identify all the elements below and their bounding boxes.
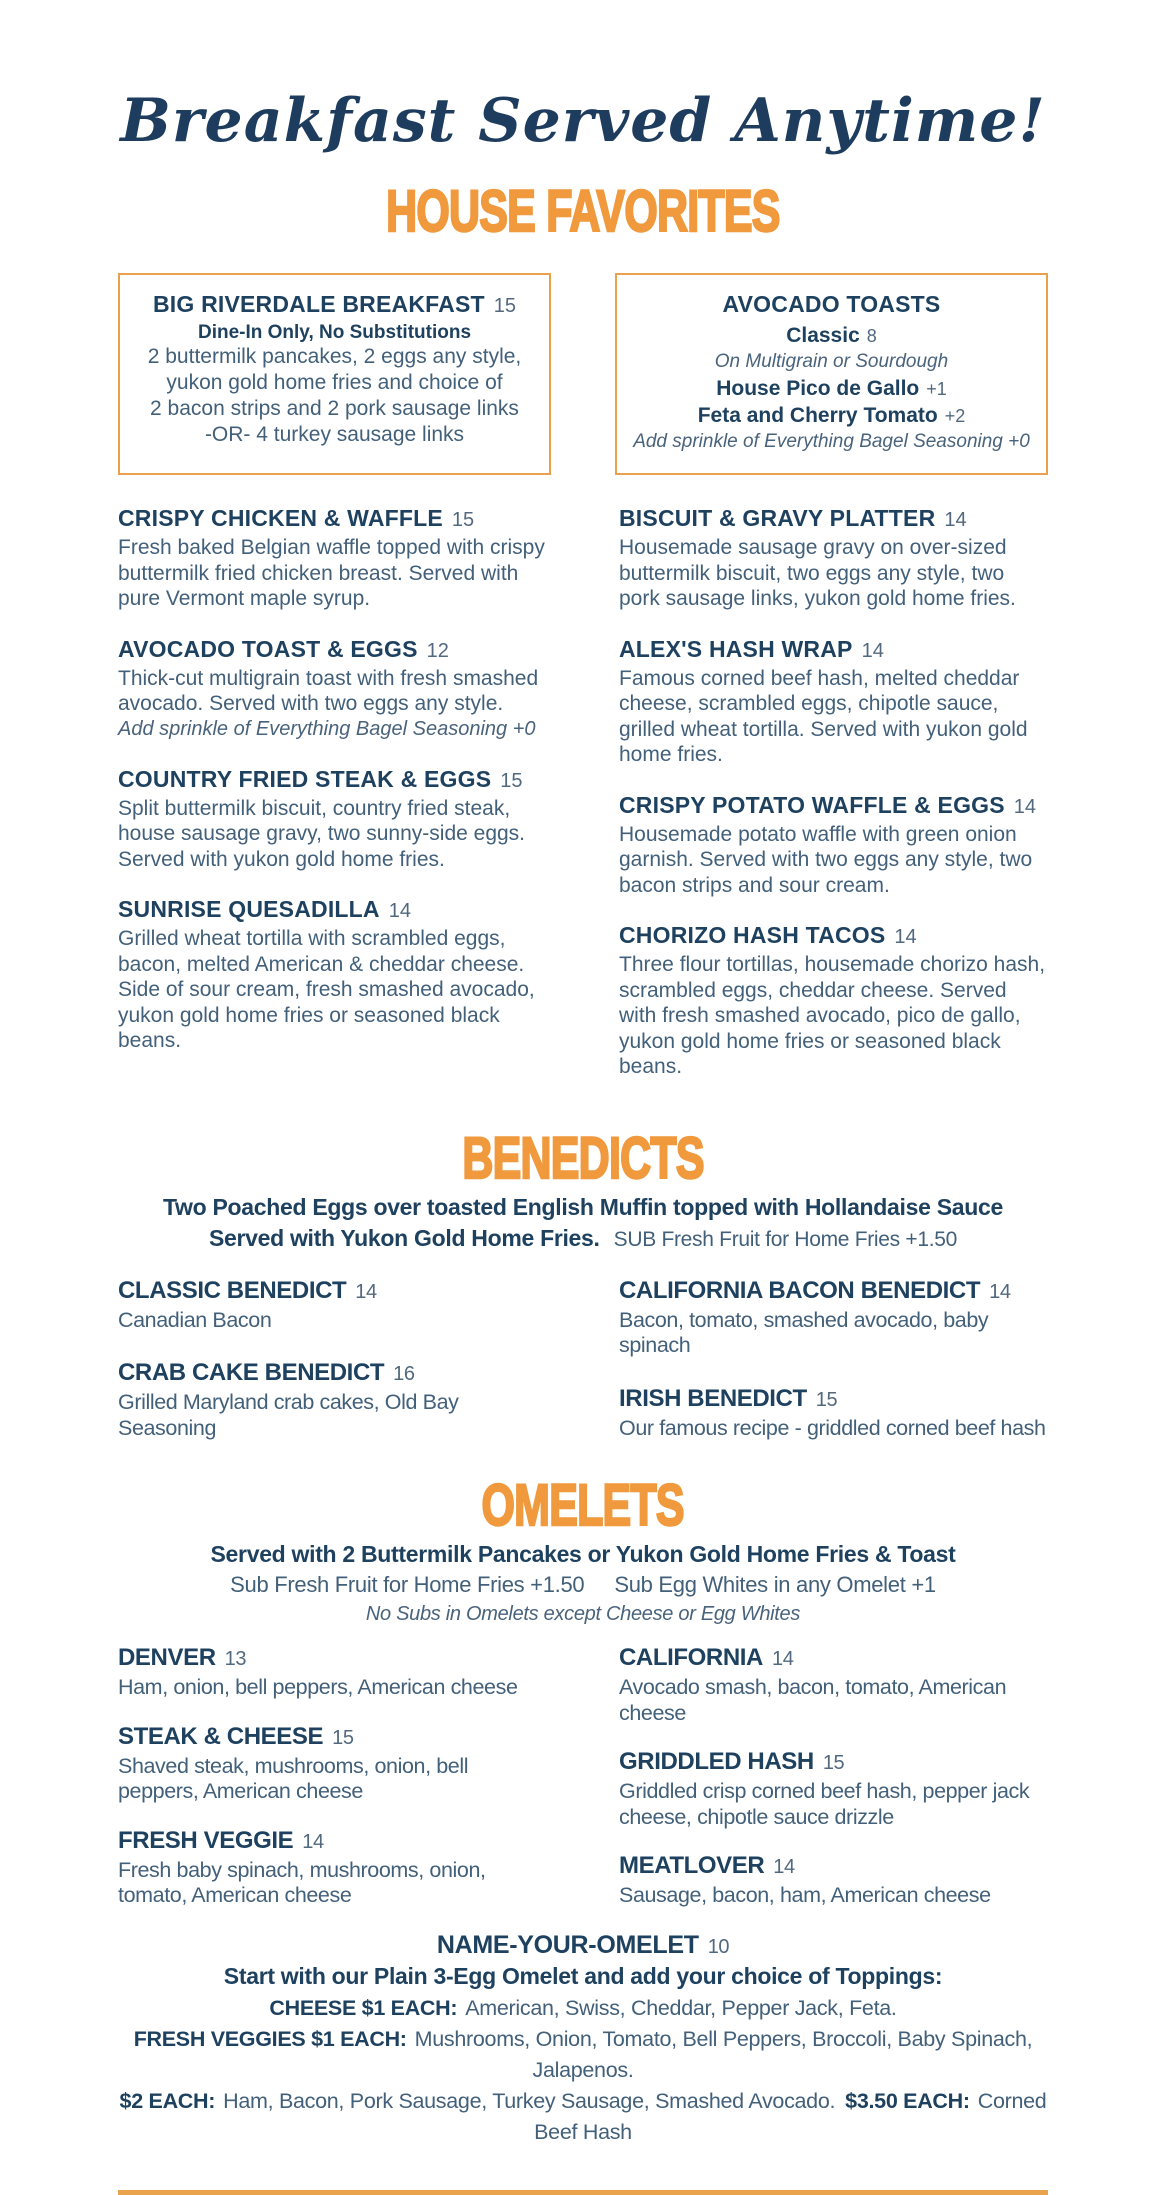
toppings-list: American, Swiss, Cheddar, Pepper Jack, Feta. [465,1995,897,2020]
menu-item-crispy-potato-waffle-eggs [619,792,1048,899]
section-heading-benedicts: BENEDICTS [462,1125,704,1191]
item-price: 15 [815,1388,838,1411]
menu-item-alexs-hash-wrap [619,636,1048,768]
omelets-subtitle-no-subs: No Subs in Omelets except Cheese or Egg Whites [365,1603,801,1626]
item-title-row [627,291,1036,318]
item-price: 15 [451,509,475,532]
item-name: NAME-YOUR-OMELET [436,1930,699,1959]
item-description: Split buttermilk biscuit, country fried steak, house sausage gravy, two sunny-side eggs. Served with yukon gold home fries. [118,796,526,871]
section-benedicts-heading-wrap [118,1125,1048,1191]
item-name: CRISPY POTATO WAFFLE & EGGS [619,791,1005,818]
variant-row [627,402,1036,429]
item-description: Sausage, bacon, ham, American cheese [619,1883,991,1908]
boxed-special-big-riverdale [118,273,551,475]
item-title-row [118,505,547,532]
item-name: CALIFORNIA BACON BENEDICT [619,1276,981,1304]
item-name: CRISPY CHICKEN & WAFFLE [118,505,443,532]
section-house-favorites-heading-wrap [118,179,1048,245]
variant-name: Classic [786,324,860,348]
variant-name: House Pico de Gallo [716,377,920,401]
item-title-row [619,922,1048,949]
section-omelets [118,1473,1048,2148]
toppings-list: Mushrooms, Onion, Tomato, Bell Peppers, Broccoli, Baby Spinach, Jalapenos. [414,2026,1033,2082]
item-price: 14 [861,639,884,662]
item-name: FRESH VEGGIE [118,1826,294,1854]
toppings-list: Ham, Bacon, Pork Sausage, Turkey Sausage, Smashed Avocado. [223,2088,836,2113]
item-price: 14 [772,1648,794,1671]
section-heading-omelets: OMELETS [481,1473,685,1539]
item-description: Fresh baby spinach, mushrooms, onion, tomato, American cheese [118,1857,486,1908]
omelets-items [118,1644,1048,1931]
item-note: Add sprinkle of Everything Bagel Seasoning +0 [118,717,536,740]
bottom-divider [118,2190,1048,2195]
section-heading-house-favorites: HOUSE FAVORITES [386,179,780,245]
item-title-row [118,896,547,923]
menu-item-denver [118,1644,547,1701]
item-name: IRISH BENEDICT [619,1384,807,1412]
menu-item-sunrise-quesadilla [118,896,547,1054]
item-name: CRAB CAKE BENEDICT [118,1359,385,1387]
item-title-row [619,792,1048,819]
omelets-left-column [118,1644,547,1931]
item-description: Ham, onion, bell peppers, American cheese [118,1675,518,1700]
variant-price: +2 [944,406,966,427]
menu-item-california-bacon-benedict [619,1277,1048,1359]
item-description: Shaved steak, mushrooms, onion, bell peppers, American cheese [118,1753,469,1804]
item-description-line: -OR- 4 turkey sausage links [204,423,465,447]
variant-note: On Multigrain or Sourdough [714,351,949,373]
item-price: 16 [393,1363,415,1386]
item-description: Grilled Maryland crab cakes, Old Bay Seasoning [118,1390,459,1440]
item-description: Fresh baked Belgian waffle topped with crispy buttermilk fried chicken breast. Served with pure Vermont maple syrup. [118,536,545,611]
item-title-row [130,291,539,318]
toppings-label: FRESH VEGGIES $1 EACH: [133,2026,407,2051]
variant-name: Feta and Cherry Tomato [697,404,938,428]
omelets-subtitle-bold: Served with 2 Buttermilk Pancakes or Yukon Gold Home Fries & Toast [210,1541,956,1568]
house-favorites-boxes [118,273,1048,475]
item-title-row [118,636,547,663]
omelets-sub-fruit: Sub Fresh Fruit for Home Fries +1.50 [230,1572,585,1598]
item-title-row [118,766,547,793]
menu-item-biscuit-gravy-platter [619,505,1048,612]
item-name: CHORIZO HASH TACOS [619,922,886,949]
menu-item-irish-benedict [619,1385,1048,1442]
item-description: Housemade potato waffle with green onion garnish. Served with two eggs any style, two bacon strips and sour cream. [619,822,1033,897]
toppings-label: CHEESE $1 EACH: [269,1995,458,2020]
menu-item-avocado-toast-eggs [118,636,547,742]
name-your-omelet-block [118,1931,1048,2148]
menu-item-chorizo-hash-tacos [619,922,1048,1080]
item-name: DENVER [118,1644,216,1672]
boxed-special-avocado-toasts [615,273,1048,475]
benedicts-items [118,1277,1048,1468]
toppings-label: $2 EACH: [119,2088,216,2113]
item-description-line: 2 buttermilk pancakes, 2 eggs any style, [147,345,522,369]
menu-item-griddled-hash [619,1748,1048,1830]
menu-item-country-fried-steak-eggs [118,766,547,873]
item-name: STEAK & CHEESE [118,1722,324,1750]
item-price: 10 [707,1935,730,1958]
item-price: 14 [388,900,411,923]
item-name: AVOCADO TOAST & EGGS [118,635,418,662]
name-your-omelet-intro: Start with our Plain 3-Egg Omelet and add your choice of Toppings: [223,1962,943,1989]
toppings-label: $3.50 EACH: [845,2088,970,2113]
variant-row [627,322,1036,349]
item-name: GRIDDLED HASH [619,1748,814,1776]
omelets-sub-egg-whites: Sub Egg Whites in any Omelet +1 [614,1572,936,1598]
menu-item-meatlover [619,1852,1048,1909]
section-benedicts [118,1125,1048,1468]
item-name: BIG RIVERDALE BREAKFAST [153,291,485,318]
menu-item-steak-cheese [118,1723,547,1805]
item-title-row [118,1723,547,1751]
item-title-row [619,1385,1048,1413]
benedicts-right-column [619,1277,1048,1468]
omelets-right-column [619,1644,1048,1931]
item-title-row [619,1644,1048,1672]
item-price: 15 [822,1752,845,1775]
toppings-row-cheese [118,1993,1048,2024]
item-description: Canadian Bacon [118,1307,272,1332]
item-description-line: 2 bacon strips and 2 pork sausage links [150,397,519,421]
item-name: CALIFORNIA [619,1644,763,1672]
item-description: Housemade sausage gravy on over-sized buttermilk biscuit, two eggs any style, two pork sausage links, yukon gold home fries. [619,536,1016,611]
item-note: Dine-In Only, No Substitutions [197,322,472,344]
item-price: 15 [500,769,523,792]
benedicts-subtitle-line1: Two Poached Eggs over toasted English Muffin topped with Hollandaise Sauce [163,1193,1003,1220]
omelets-subtitle-subs [118,1570,1048,1600]
item-description: Thick-cut multigrain toast with fresh smashed avocado. Served with two eggs any style. [118,666,539,716]
benedicts-subtitle-line2 [118,1223,1048,1255]
item-title-row [619,1277,1048,1305]
toppings-list: Corned Beef Hash [534,2088,1047,2144]
menu-item-crispy-chicken-waffle [118,505,547,612]
item-name: SUNRISE QUESADILLA [118,896,380,923]
item-price: 14 [944,509,967,532]
item-name: ALEX'S HASH WRAP [619,635,853,662]
item-description: Avocado smash, bacon, tomato, American cheese [619,1675,1007,1725]
item-title-row [118,1827,547,1855]
benedicts-left-column [118,1277,547,1468]
page-title: Breakfast Served Anytime! [120,86,1046,156]
item-description: Famous corned beef hash, melted cheddar cheese, scrambled eggs, chipotle sauce, grilled wheat tortilla. Served with yukon gold home fries. [619,666,1028,767]
variant-row [627,375,1036,402]
variant-note: Add sprinkle of Everything Bagel Seasoning +0 [633,431,1030,453]
item-title-row [118,1277,547,1305]
item-price: 14 [989,1280,1011,1303]
item-title-row [619,505,1048,532]
item-description: Our famous recipe - griddled corned beef hash [619,1415,1046,1440]
menu-item-fresh-veggie [118,1827,547,1909]
item-description: Griddled crisp corned beef hash, pepper jack cheese, chipotle sauce drizzle [619,1779,1030,1829]
section-omelets-heading-wrap [118,1473,1048,1539]
benedicts-subtitle-sub-option: SUB Fresh Fruit for Home Fries +1.50 [613,1227,958,1251]
item-price: 15 [332,1726,354,1749]
item-price: 12 [426,639,449,662]
item-price: 14 [302,1830,324,1853]
house-favorites-right-column [619,505,1048,1104]
item-description: Three flour tortillas, housemade chorizo hash, scrambled eggs, cheddar cheese. Served with fresh smashed avocado, pico de gallo, yukon gold home fries or seasoned black beans. [619,953,1046,1079]
item-name: COUNTRY FRIED STEAK & EGGS [118,765,492,792]
house-favorites-items [118,505,1048,1104]
item-title-row [118,1931,1048,1960]
toppings-row-veggies [118,2024,1048,2086]
item-price: 14 [1013,795,1037,818]
item-name: CLASSIC BENEDICT [118,1276,347,1304]
variant-price: +1 [926,379,947,400]
house-favorites-left-column [118,505,547,1104]
item-title-row [619,1748,1048,1776]
item-description: Bacon, tomato, smashed avocado, baby spinach [619,1307,989,1358]
item-price: 14 [894,926,917,949]
variant-price: 8 [866,326,877,347]
item-title-row [118,1359,547,1387]
benedicts-subtitle-bold: Served with Yukon Gold Home Fries. [208,1224,600,1251]
menu-item-crab-cake-benedict [118,1359,547,1441]
item-price: 13 [224,1648,247,1671]
toppings-row-meats [118,2086,1048,2148]
item-name: BISCUIT & GRAVY PLATTER [619,505,936,532]
item-description-line: yukon gold home fries and choice of [166,371,503,395]
item-price: 15 [493,295,516,318]
item-name: AVOCADO TOASTS [722,291,941,318]
item-description: Grilled wheat tortilla with scrambled eggs, bacon, melted American & cheddar cheese. Side of sour cream, fresh smashed avocado, yukon gold home fries or seasoned black beans. [118,927,535,1053]
item-price: 14 [773,1856,795,1879]
item-title-row [619,1852,1048,1880]
menu-item-classic-benedict [118,1277,547,1334]
item-price: 14 [355,1280,377,1303]
menu-item-california [619,1644,1048,1726]
item-title-row [118,1644,547,1672]
item-name: MEATLOVER [619,1852,765,1880]
item-title-row [619,636,1048,663]
